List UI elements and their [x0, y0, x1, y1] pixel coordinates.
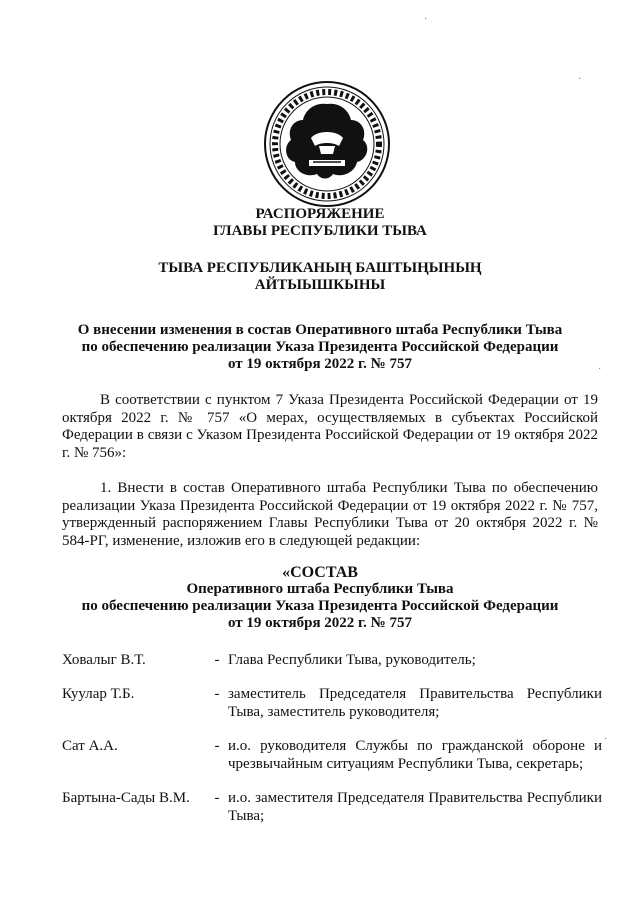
member-name: Ховалыг В.Т.	[62, 652, 146, 668]
title-line: ГЛАВЫ РЕСПУБЛИКИ ТЫВА	[213, 223, 427, 239]
composition-line: Оперативного штаба Республики Тыва	[186, 581, 454, 597]
member-dash: -	[214, 738, 220, 754]
member-name: Бартына-Сады В.М.	[62, 790, 190, 806]
member-role: и.о. руководителя Службы по гражданской обороне и чрезвычайным ситуациям Республики Тыва, секретарь;	[228, 738, 602, 772]
body-paragraph: 1. Внести в состав Оперативного штаба Республики Тыва по обеспечению реализации Указа Президента Российской Федерации от 19 октября 2022 г. № 757, утвержденный распоряжением Главы Республики Тыва от 20 октября 2022 г. № 584-РГ, изменение, изложив его в следующей редакции:	[62, 480, 598, 549]
member-role: заместитель Председателя Правительства Республики Тыва, заместитель руководителя;	[228, 686, 602, 720]
member-role: и.о. заместителя Председателя Правительства Республики Тыва;	[228, 790, 602, 824]
composition-line: от 19 октября 2022 г. № 757	[228, 615, 412, 631]
title-line: ТЫВА РЕСПУБЛИКАНЫҢ БАШТЫҢЫНЫҢ	[158, 260, 482, 276]
composition-line: по обеспечению реализации Указа Президента Российской Федерации	[81, 598, 559, 614]
member-name: Сат А.А.	[62, 738, 118, 754]
member-dash: -	[214, 652, 220, 668]
scan-speck: ·	[424, 14, 428, 25]
composition-line: «СОСТАВ	[282, 564, 358, 581]
body-paragraph: В соответствии с пунктом 7 Указа Президента Российской Федерации от 19 октября 2022 г. № 757 «О мерах, осуществляемых в субъектах Российской Федерации в связи с Указом Президента Российской Федерации от 19 октября 2022 г. № 756»:	[62, 392, 598, 461]
document-title	[0, 206, 640, 240]
title-line: АЙТЫЫШКЫНЫ	[254, 277, 386, 293]
member-role: Глава Республики Тыва, руководитель;	[228, 652, 476, 668]
scan-speck: ·	[598, 364, 602, 375]
subject-line: О внесении изменения в состав Оперативного штаба Республики Тыва	[77, 322, 563, 338]
subject-line: от 19 октября 2022 г. № 757	[228, 356, 412, 372]
document-title-tuvan	[0, 260, 640, 294]
subject-line: по обеспечению реализации Указа Президента Российской Федерации	[81, 339, 559, 355]
scan-speck: ·	[604, 734, 608, 745]
scan-speck: ·	[578, 74, 582, 85]
member-dash: -	[214, 790, 220, 806]
member-name: Куулар Т.Б.	[62, 686, 135, 702]
member-dash: -	[214, 686, 220, 702]
document-subject	[0, 322, 640, 373]
composition-heading	[0, 564, 640, 632]
title-line: РАСПОРЯЖЕНИЕ	[255, 206, 385, 222]
tuva-coat-of-arms-icon	[263, 80, 391, 208]
